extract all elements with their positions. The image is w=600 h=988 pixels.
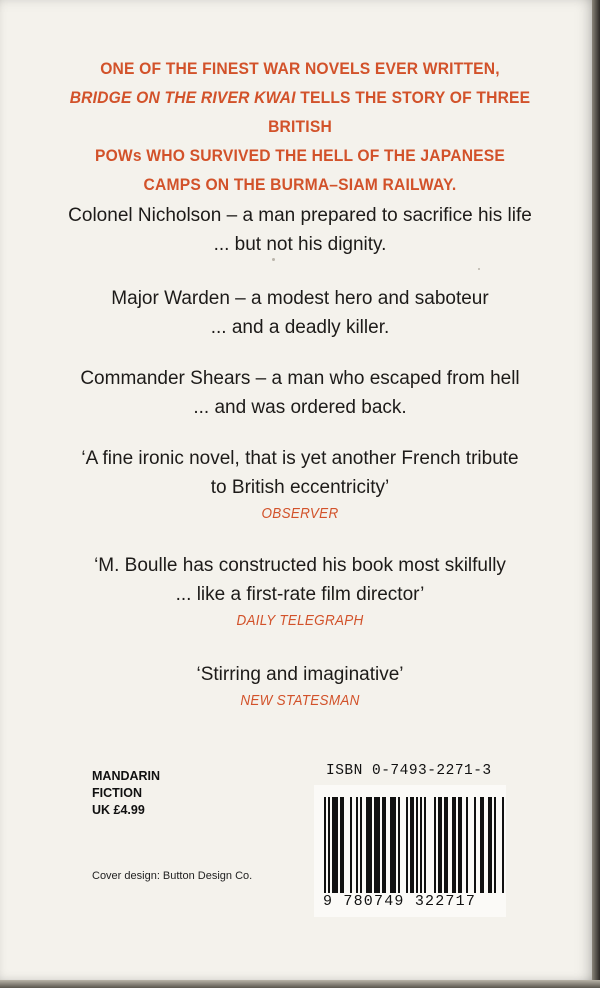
- character-line: Commander Shears – a man who escaped from hell: [80, 368, 520, 389]
- barcode-bar: [490, 797, 492, 893]
- barcode-bar: [438, 797, 440, 893]
- barcode-bar: [460, 797, 462, 893]
- barcode-bar: [350, 797, 352, 893]
- isbn-text: ISBN 0-7493-2271-3: [326, 763, 492, 779]
- quote-line: ‘A fine ironic novel, that is yet another French tribute: [81, 448, 519, 469]
- quote-line: ... like a first-rate film director’: [175, 584, 425, 605]
- headline-line-2: [61, 83, 539, 141]
- headline-line-2-rest: TELLS THE STORY OF THREE BRITISH: [268, 88, 531, 136]
- barcode-bar: [446, 797, 448, 893]
- barcode-bar: [390, 797, 392, 893]
- quote-line: to British eccentricity’: [210, 477, 390, 498]
- character-nicholson: [40, 201, 560, 259]
- barcode-bar: [412, 797, 414, 893]
- barcode-bar: [410, 797, 412, 893]
- cover-right-edge: [592, 0, 600, 988]
- barcode-bar: [466, 797, 468, 893]
- review-quote-statesman: [40, 660, 560, 713]
- barcode-bar: [444, 797, 446, 893]
- barcode-bar: [488, 797, 490, 893]
- barcode-bar: [424, 797, 426, 893]
- barcode-bar: [474, 797, 476, 893]
- barcode-bar: [356, 797, 358, 893]
- barcode-bar: [494, 797, 496, 893]
- publisher-name: MANDARIN: [92, 769, 161, 783]
- barcode-bar: [366, 797, 368, 893]
- barcode-bar: [434, 797, 436, 893]
- review-quote-observer: [40, 444, 560, 526]
- barcode-bar: [458, 797, 460, 893]
- book-category: FICTION: [92, 786, 142, 800]
- barcode-bar: [374, 797, 376, 893]
- headline-line-4: CAMPS ON THE BURMA–SIAM RAILWAY.: [143, 175, 457, 194]
- barcode-bar: [368, 797, 370, 893]
- barcode-bar: [342, 797, 344, 893]
- quote-line: ‘M. Boulle has constructed his book most skilfully: [94, 555, 506, 576]
- paper-speck: [478, 268, 480, 270]
- character-line: Major Warden – a modest hero and saboteur: [111, 288, 489, 309]
- barcode-bar: [360, 797, 362, 893]
- barcode-bar: [336, 797, 338, 893]
- cover-design-credit: Cover design: Button Design Co.: [92, 870, 253, 882]
- barcode-bar: [328, 797, 330, 905]
- barcode-bar: [454, 797, 456, 893]
- barcode-bar: [502, 797, 504, 893]
- barcode-bar: [452, 797, 454, 893]
- quote-source: DAILY TELEGRAPH: [236, 612, 364, 629]
- cover-bottom-edge: [0, 980, 600, 988]
- quote-source: OBSERVER: [261, 505, 339, 522]
- character-line: Colonel Nicholson – a man prepared to sacrifice his life: [68, 205, 532, 226]
- headline-line-1: ONE OF THE FINEST WAR NOVELS EVER WRITTEN,: [100, 59, 500, 78]
- character-line: ... and a deadly killer.: [210, 317, 390, 338]
- blurb-headline: [61, 54, 539, 199]
- barcode-bar: [332, 797, 334, 893]
- headline-line-3: POWs WHO SURVIVED THE HELL OF THE JAPANESE: [94, 146, 506, 165]
- review-quote-telegraph: [40, 551, 560, 633]
- barcode-bar: [340, 797, 342, 893]
- quote-line: ‘Stirring and imaginative’: [196, 664, 404, 685]
- barcode-digits: 9 780749 322717: [323, 893, 477, 910]
- barcode-bar: [370, 797, 372, 893]
- barcode-bar: [406, 797, 408, 893]
- barcode-bar: [482, 797, 484, 893]
- barcode-bar: [376, 797, 378, 893]
- publisher-imprint: [92, 768, 160, 819]
- barcode-bar: [394, 797, 396, 893]
- book-title: BRIDGE ON THE RIVER KWAI: [69, 88, 296, 107]
- barcode-bar: [416, 797, 418, 905]
- barcode-bar: [378, 797, 380, 893]
- character-line: ... but not his dignity.: [213, 234, 387, 255]
- barcode-bar: [384, 797, 386, 893]
- book-price: UK £4.99: [92, 803, 145, 817]
- character-line: ... and was ordered back.: [193, 397, 407, 418]
- barcode-bar: [420, 797, 422, 905]
- barcode-bar: [480, 797, 482, 893]
- barcode-bar: [324, 797, 326, 905]
- character-shears: [40, 364, 560, 422]
- barcode-bar: [440, 797, 442, 893]
- barcode-bar: [382, 797, 384, 893]
- quote-source: NEW STATESMAN: [240, 692, 360, 709]
- character-warden: [40, 284, 560, 342]
- barcode-bar: [398, 797, 400, 893]
- barcode-bar: [392, 797, 394, 893]
- barcode-bar: [334, 797, 336, 893]
